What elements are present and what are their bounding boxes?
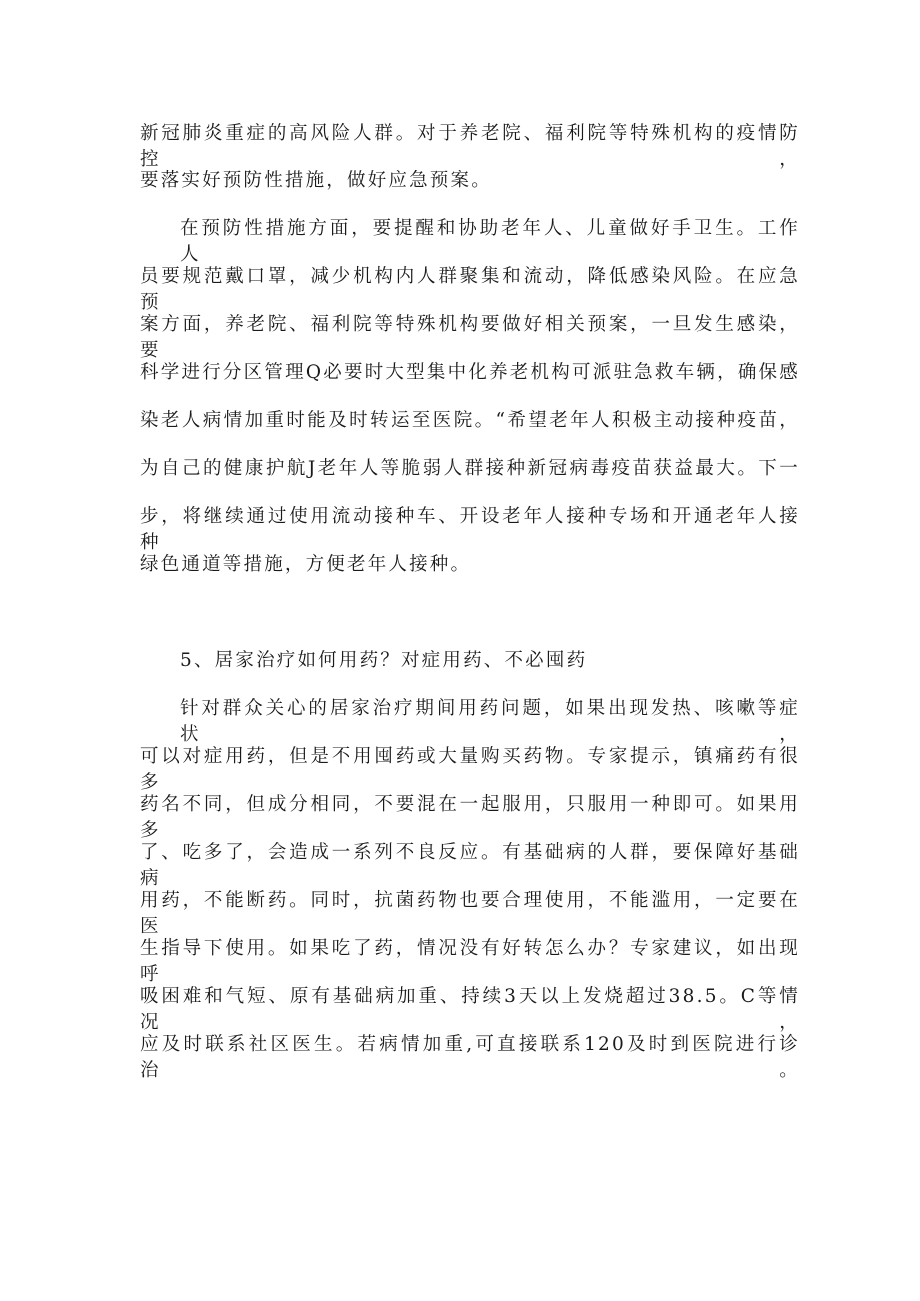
paragraph-3-line-6: 生指导下使用。如果吃了药，情况没有好转怎么办？专家建议，如出现呼 bbox=[140, 938, 800, 985]
paragraph-3-line-5: 用药，不能断药。同时，抗菌药物也要合理使用，不能滥用，一定要在医 bbox=[140, 890, 800, 937]
paragraph-2-line-2: 员要规范戴口罩，减少机构内人群聚集和流动，降低感染风险。在应急预 bbox=[140, 266, 800, 313]
paragraph-2-line-5: 染老人病情加重时能及时转运至医院。“希望老年人积极主动接种疫苗， bbox=[140, 410, 800, 431]
paragraph-1-line-2: 要落实好预防性措施，做好应急预案。 bbox=[140, 170, 492, 191]
paragraph-3-line-3: 药名不同，但成分相同，不要混在一起服用，只服用一种即可。如果用多 bbox=[140, 794, 800, 841]
paragraph-2-line-4: 科学进行分区管理Q必要时大型集中化养老机构可派驻急救车辆，确保感 bbox=[140, 362, 800, 383]
paragraph-3-line-7: 吸困难和气短、原有基础病加重、持续3天以上发烧超过38.5。C等情况， bbox=[140, 986, 800, 1033]
paragraph-3-line-1: 针对群众关心的居家治疗期间用药问题，如果出现发热、咳嗽等症状， bbox=[180, 698, 800, 745]
paragraph-1-line-1: 新冠肺炎重症的高风险人群。对于养老院、福利院等特殊机构的疫情防控， bbox=[140, 123, 800, 170]
paragraph-2-line-1: 在预防性措施方面，要提醒和协助老年人、儿童做好手卫生。工作人 bbox=[180, 218, 800, 265]
paragraph-3-line-8: 应及时联系社区医生。若病情加重,可直接联系120及时到医院进行诊治。 bbox=[140, 1034, 800, 1081]
paragraph-2-line-6: 为自己的健康护航J老年人等脆弱人群接种新冠病毒疫苗获益最大。下一 bbox=[140, 458, 800, 479]
paragraph-2-line-8: 绿色通道等措施，方便老年人接种。 bbox=[140, 554, 472, 575]
section-heading: 5、居家治疗如何用药？对症用药、不必囤药 bbox=[180, 650, 588, 671]
paragraph-3-line-2: 可以对症用药，但是不用囤药或大量购买药物。专家提示，镇痛药有很多 bbox=[140, 746, 800, 793]
paragraph-2-line-7: 步，将继续通过使用流动接种车、开设老年人接种专场和开通老年人接种 bbox=[140, 506, 800, 553]
paragraph-2-line-3: 案方面，养老院、福利院等特殊机构要做好相关预案，一旦发生感染，要 bbox=[140, 314, 800, 361]
paragraph-3-line-4: 了、吃多了，会造成一系列不良反应。有基础病的人群，要保障好基础病 bbox=[140, 842, 800, 889]
